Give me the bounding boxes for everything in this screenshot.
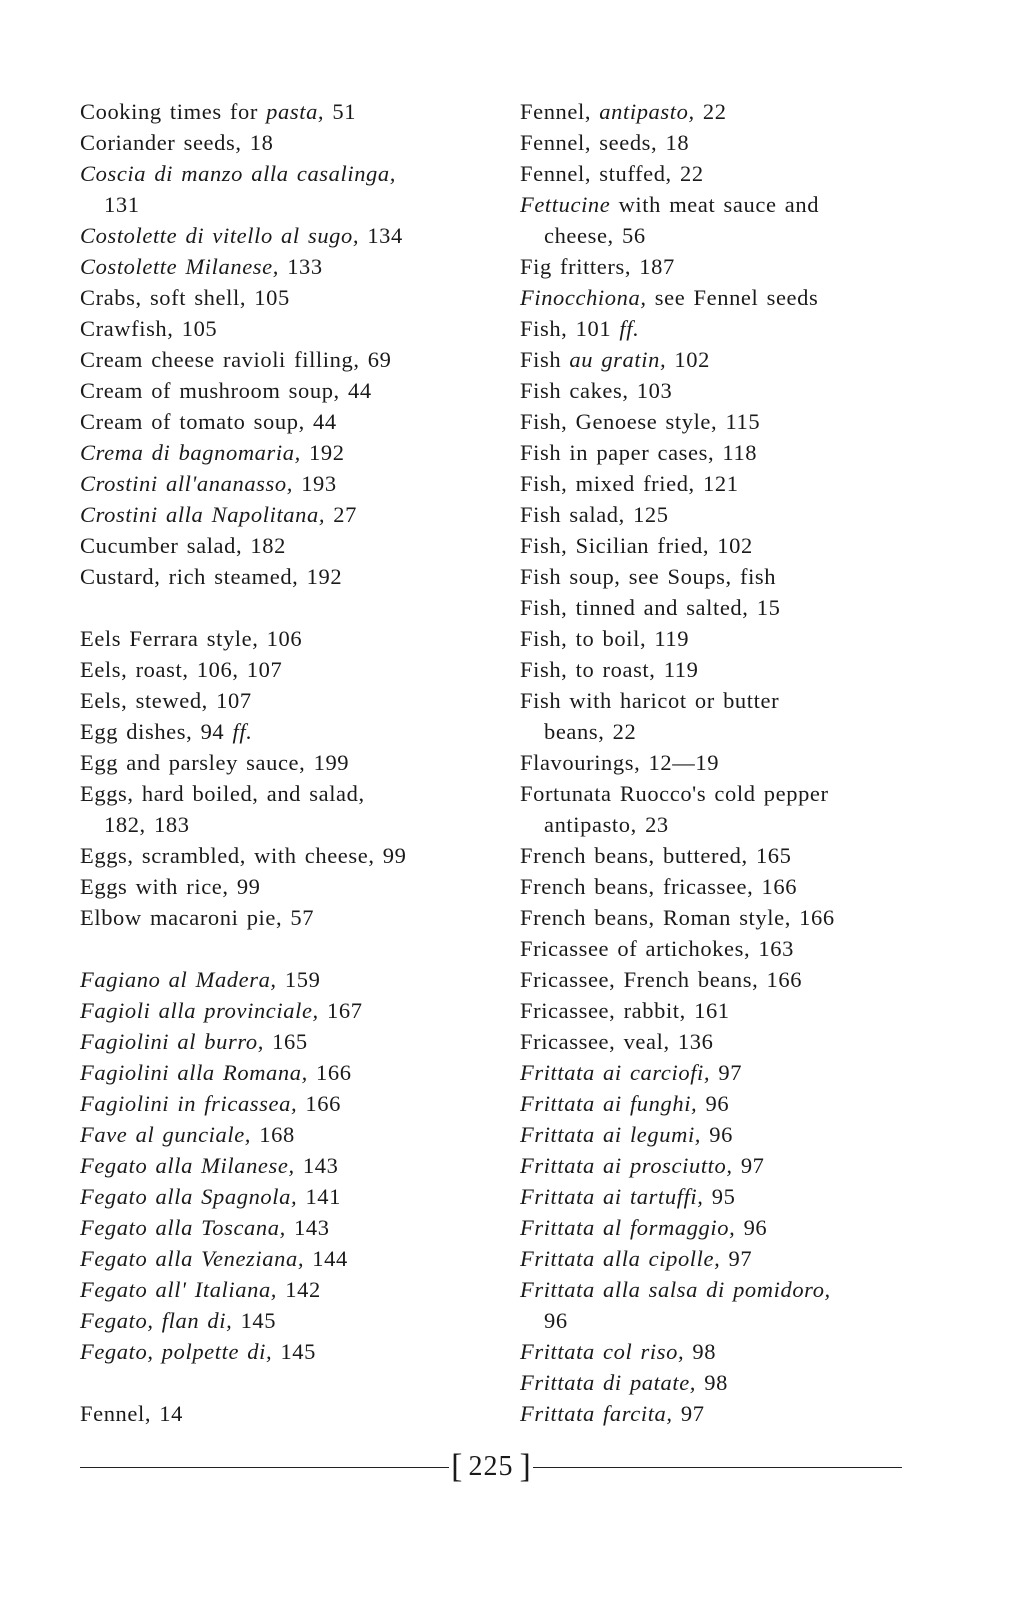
entry-text-italic: Coscia di manzo alla casalinga,: [80, 161, 396, 186]
entry-text: Eggs, hard boiled, and salad,: [80, 781, 365, 806]
index-entry: [520, 282, 1000, 313]
page-footer: [80, 1447, 902, 1487]
entry-text: 97: [732, 1153, 765, 1178]
entry-text-italic: Fagiano al Madera,: [80, 967, 277, 992]
entry-text-italic: Fegato alla Veneziana,: [80, 1246, 305, 1271]
entry-text-italic: Fegato, flan di,: [80, 1308, 233, 1333]
index-entry: [520, 747, 1000, 778]
entry-text: 96: [701, 1122, 733, 1147]
index-entry: [520, 840, 1000, 871]
entry-text: 193: [292, 471, 337, 496]
entry-text: 96: [544, 1308, 568, 1333]
entry-text-italic: Frittata di patate,: [520, 1370, 697, 1395]
entry-text-italic: Frittata ai legumi,: [520, 1122, 702, 1147]
entry-text: French beans, Roman style, 166: [520, 905, 835, 930]
index-entry: [80, 530, 500, 561]
index-entry: [80, 96, 500, 127]
index-entry: [520, 1274, 1000, 1305]
entry-text: 131: [104, 192, 140, 217]
entry-text-italic: Fegato, polpette di,: [80, 1339, 273, 1364]
index-entry: [80, 1212, 500, 1243]
index-entry: [520, 561, 1000, 592]
entry-text: 159: [276, 967, 321, 992]
entry-text: 27: [325, 502, 358, 527]
index-entry: [80, 1305, 500, 1336]
entry-text-italic: Frittata ai carciofi,: [520, 1060, 711, 1085]
entry-text: 97: [720, 1246, 753, 1271]
entry-text: Fish soup, see Soups, fish: [520, 564, 777, 589]
entry-text: 141: [297, 1184, 341, 1209]
index-entry-continuation: [520, 716, 1000, 747]
entry-text: Fish in paper cases, 118: [520, 440, 758, 465]
index-entry: [80, 468, 500, 499]
entry-text: Fish, tinned and salted, 15: [520, 595, 781, 620]
entry-text: Eels, stewed, 107: [80, 688, 252, 713]
entry-text: Fortunata Ruocco's cold pepper: [520, 781, 829, 806]
index-entry: [520, 1026, 1000, 1057]
index-entry-continuation: [520, 220, 1000, 251]
entry-text: 97: [710, 1060, 743, 1085]
index-entry: [520, 995, 1000, 1026]
index-entry: [520, 158, 1000, 189]
index-entry: [80, 344, 500, 375]
entry-text: Fish, to roast, 119: [520, 657, 699, 682]
entry-text: Fricassee, French beans, 166: [520, 967, 803, 992]
index-entry-continuation: [520, 809, 1000, 840]
entry-text: 166: [307, 1060, 352, 1085]
index-entry: [80, 251, 500, 282]
index-entry: [520, 964, 1000, 995]
index-entry: [520, 437, 1000, 468]
index-entry: [520, 530, 1000, 561]
index-entry: [80, 437, 500, 468]
entry-text-italic: Fagiolini in fricassea,: [80, 1091, 298, 1116]
entry-text: 22: [694, 99, 727, 124]
entry-text: Cooking times for: [80, 99, 267, 124]
entry-text: Cream cheese ravioli filling, 69: [80, 347, 392, 372]
index-entry: [80, 685, 500, 716]
entry-text: antipasto, 23: [544, 812, 669, 837]
entry-text: 96: [735, 1215, 768, 1240]
index-entry: [80, 561, 500, 592]
index-entry: [80, 127, 500, 158]
entry-text-italic: Fagioli alla provinciale,: [80, 998, 319, 1023]
index-entry: [80, 158, 500, 189]
index-entry: [80, 1398, 500, 1429]
index-entry: [80, 499, 500, 530]
entry-text: Fennel, seeds, 18: [520, 130, 690, 155]
entry-text: Fennel, 14: [80, 1401, 183, 1426]
index-entry: [80, 716, 500, 747]
entry-text-italic: Fagiolini alla Romana,: [80, 1060, 308, 1085]
entry-text: Eggs, scrambled, with cheese, 99: [80, 843, 407, 868]
entry-text: Egg dishes, 94: [80, 719, 233, 744]
index-entry: [520, 1212, 1000, 1243]
entry-text-italic: Finocchiona,: [520, 285, 647, 310]
index-entry: [520, 127, 1000, 158]
entry-text: Crabs, soft shell, 105: [80, 285, 290, 310]
entry-text: 166: [297, 1091, 341, 1116]
entry-text: 96: [697, 1091, 730, 1116]
entry-text: Fish cakes, 103: [520, 378, 673, 403]
entry-text: Fish with haricot or butter: [520, 688, 780, 713]
index-entry: [80, 220, 500, 251]
index-entry: [520, 1181, 1000, 1212]
entry-text-italic: Costolette di vitello al sugo,: [80, 223, 360, 248]
section-gap: [80, 1367, 500, 1398]
entry-text: Fricassee, veal, 136: [520, 1029, 714, 1054]
entry-text-italic: Fegato all' Italiana,: [80, 1277, 278, 1302]
index-entry: [80, 623, 500, 654]
entry-text: Fish, mixed fried, 121: [520, 471, 739, 496]
entry-text-italic: Frittata col riso,: [520, 1339, 685, 1364]
index-entry: [520, 468, 1000, 499]
entry-text-italic: ff.: [619, 316, 640, 341]
index-entry: [520, 654, 1000, 685]
index-entry: [80, 375, 500, 406]
index-entry: [80, 1181, 500, 1212]
entry-text: 142: [277, 1277, 321, 1302]
index-entry: [520, 685, 1000, 716]
entry-text: see Fennel seeds: [646, 285, 819, 310]
index-entry: [520, 1367, 1000, 1398]
index-entry: [520, 871, 1000, 902]
index-entry: [520, 1057, 1000, 1088]
entry-text: Elbow macaroni pie, 57: [80, 905, 315, 930]
section-gap: [80, 592, 500, 623]
index-entry: [80, 1274, 500, 1305]
entry-text: 144: [304, 1246, 348, 1271]
index-entry: [520, 189, 1000, 220]
index-entry-continuation: [80, 809, 500, 840]
index-entry: [520, 251, 1000, 282]
entry-text: 192: [300, 440, 345, 465]
entry-text: with meat sauce and: [610, 192, 820, 217]
entry-text: Egg and parsley sauce, 199: [80, 750, 350, 775]
entry-text: 95: [703, 1184, 736, 1209]
entry-text: 143: [294, 1153, 339, 1178]
index-entry: [80, 964, 500, 995]
entry-text: beans, 22: [544, 719, 637, 744]
entry-text-italic: Fegato alla Spagnola,: [80, 1184, 298, 1209]
entry-text-italic: Frittata alla cipolle,: [520, 1246, 721, 1271]
index-entry: [80, 1088, 500, 1119]
index-entry: [520, 1150, 1000, 1181]
index-entry: [520, 1243, 1000, 1274]
index-entry: [520, 344, 1000, 375]
index-entry: [520, 1398, 1000, 1429]
entry-text-italic: Fave al gunciale,: [80, 1122, 252, 1147]
entry-text: Fish, Genoese style, 115: [520, 409, 761, 434]
entry-text: 98: [684, 1339, 717, 1364]
entry-text-italic: Crostini all'ananasso,: [80, 471, 293, 496]
entry-text-italic: Crostini alla Napolitana,: [80, 502, 326, 527]
entry-text: Flavourings, 12—19: [520, 750, 720, 775]
index-entry: [520, 623, 1000, 654]
index-entry: [520, 313, 1000, 344]
index-entry: [520, 933, 1000, 964]
entry-text-italic: Crema di bagnomaria,: [80, 440, 301, 465]
entry-text: 168: [251, 1122, 295, 1147]
entry-text-italic: Fettucine: [520, 192, 611, 217]
entry-text: Fennel, stuffed, 22: [520, 161, 704, 186]
index-entry: [520, 96, 1000, 127]
index-entry: [80, 1057, 500, 1088]
index-entry: [520, 778, 1000, 809]
index-entry: [80, 1119, 500, 1150]
index-entry: [520, 406, 1000, 437]
entry-text: Eels Ferrara style, 106: [80, 626, 303, 651]
index-entry-continuation: [520, 1305, 1000, 1336]
index-entry: [80, 840, 500, 871]
entry-text-italic: Frittata ai tartuffi,: [520, 1184, 704, 1209]
entry-text-italic: Costolette Milanese,: [80, 254, 279, 279]
entry-text: Eggs with rice, 99: [80, 874, 261, 899]
entry-text-italic: Frittata al formaggio,: [520, 1215, 736, 1240]
entry-text-italic: pasta,: [266, 99, 325, 124]
entry-text: 143: [285, 1215, 330, 1240]
index-entry-continuation: [80, 189, 500, 220]
entry-text: Fish, Sicilian fried, 102: [520, 533, 753, 558]
index-entry: [520, 499, 1000, 530]
entry-text: French beans, buttered, 165: [520, 843, 792, 868]
index-entry: [80, 1243, 500, 1274]
index-entry: [520, 1088, 1000, 1119]
entry-text: 133: [278, 254, 323, 279]
index-entry: [80, 406, 500, 437]
entry-text: French beans, fricassee, 166: [520, 874, 798, 899]
entry-text: Crawfish, 105: [80, 316, 218, 341]
index-entry: [80, 902, 500, 933]
entry-text: Fricassee of artichokes, 163: [520, 936, 794, 961]
footer-rule-left: [80, 1467, 449, 1468]
section-gap: [80, 933, 500, 964]
index-entry: [80, 1336, 500, 1367]
entry-text: 134: [359, 223, 403, 248]
entry-text-italic: Frittata ai funghi,: [520, 1091, 698, 1116]
index-column-right: [520, 96, 1000, 1429]
index-entry: [80, 871, 500, 902]
entry-text: Fish, 101: [520, 316, 620, 341]
index-entry: [520, 375, 1000, 406]
entry-text-italic: Fagiolini al burro,: [80, 1029, 264, 1054]
entry-text: Cream of mushroom soup, 44: [80, 378, 372, 403]
entry-text: Eels, roast, 106, 107: [80, 657, 283, 682]
index-entry: [520, 1119, 1000, 1150]
entry-text: 98: [696, 1370, 728, 1395]
entry-text-italic: ff.: [232, 719, 253, 744]
entry-text-italic: Frittata alla salsa di pomidoro,: [520, 1277, 831, 1302]
index-entry: [520, 592, 1000, 623]
entry-text: Fricassee, rabbit, 161: [520, 998, 730, 1023]
entry-text: 145: [272, 1339, 316, 1364]
entry-text: Fig fritters, 187: [520, 254, 675, 279]
entry-text: 165: [263, 1029, 308, 1054]
index-entry: [520, 902, 1000, 933]
entry-text-italic: au gratin,: [569, 347, 667, 372]
entry-text: Fish salad, 125: [520, 502, 669, 527]
entry-text: 182, 183: [104, 812, 190, 837]
index-entry: [80, 282, 500, 313]
index-entry: [80, 1150, 500, 1181]
bracket-open: [: [451, 1448, 463, 1485]
entry-text: 97: [672, 1401, 705, 1426]
index-entry: [80, 747, 500, 778]
index-entry: [80, 313, 500, 344]
entry-text: Fish, to boil, 119: [520, 626, 690, 651]
entry-text-italic: Fegato alla Milanese,: [80, 1153, 295, 1178]
bracket-close: ]: [519, 1448, 531, 1485]
index-entry: [520, 1336, 1000, 1367]
entry-text-italic: Frittata farcita,: [520, 1401, 673, 1426]
entry-text: Custard, rich steamed, 192: [80, 564, 343, 589]
entry-text: 167: [318, 998, 363, 1023]
entry-text: 102: [666, 347, 710, 372]
entry-text: Fish: [520, 347, 570, 372]
entry-text-italic: Fegato alla Toscana,: [80, 1215, 286, 1240]
entry-text: 51: [324, 99, 357, 124]
entry-text: cheese, 56: [544, 223, 646, 248]
entry-text-italic: antipasto,: [599, 99, 695, 124]
entry-text: Fennel,: [520, 99, 600, 124]
index-entry: [80, 995, 500, 1026]
footer-rule-right: [533, 1467, 902, 1468]
index-column-left: [80, 96, 500, 1429]
entry-text: Coriander seeds, 18: [80, 130, 274, 155]
entry-text: Cucumber salad, 182: [80, 533, 286, 558]
entry-text: 145: [232, 1308, 277, 1333]
entry-text: Cream of tomato soup, 44: [80, 409, 337, 434]
index-entry: [80, 654, 500, 685]
page-number: 225: [468, 1451, 514, 1482]
index-entry: [80, 778, 500, 809]
entry-text-italic: Frittata ai prosciutto,: [520, 1153, 733, 1178]
index-entry: [80, 1026, 500, 1057]
